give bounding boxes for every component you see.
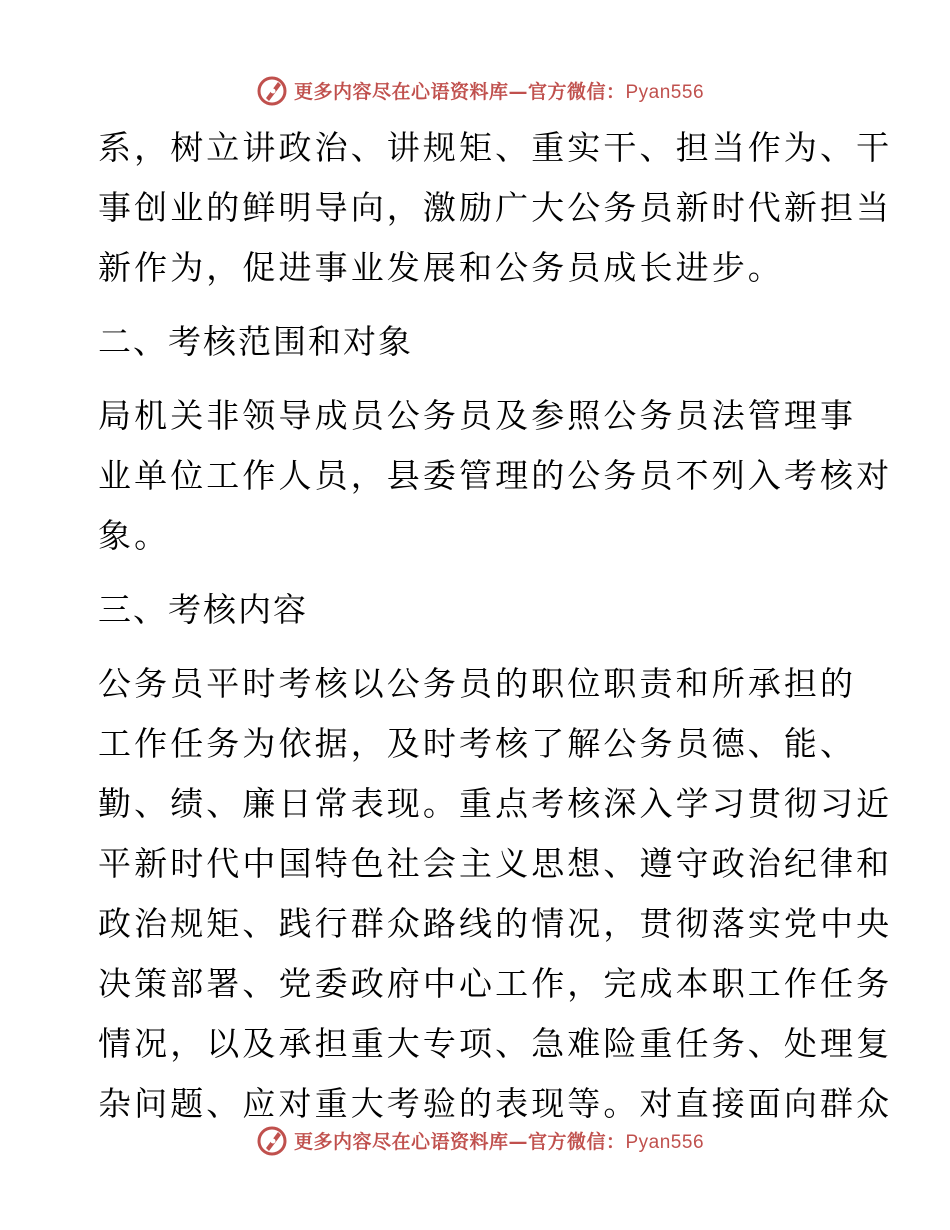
footer-watermark: [0, 1120, 950, 1160]
section-heading-content: [98, 580, 858, 640]
header-watermark: [0, 70, 950, 110]
watermark-wechat-id: Pyan556: [625, 81, 705, 103]
text-line: 公务员平时考核以公务员的职位职责和所承担的: [98, 664, 857, 703]
pen-nib-circle-icon: [256, 74, 288, 106]
paragraph-scope: [98, 386, 893, 566]
paragraph-content: [98, 654, 893, 1134]
text-line: 事创业的鲜明导向，激励广大公务员新时代新担当: [98, 188, 893, 227]
watermark-wechat-id: Pyan556: [625, 1131, 705, 1153]
document-body: [98, 118, 893, 1134]
text-line: 平新时代中国特色社会主义思想、遵守政治纪律和: [98, 844, 893, 883]
text-line: 象。: [98, 516, 171, 555]
paragraph-continuation: [98, 118, 893, 298]
text-line: 政治规矩、践行群众路线的情况，贯彻落实党中央: [98, 904, 893, 943]
text-line: 业单位工作人员，县委管理的公务员不列入考核对: [98, 456, 893, 495]
heading-line: 二、考核范围和对象: [98, 322, 413, 361]
header-watermark-inner: [256, 74, 704, 106]
text-line: 情况，以及承担重大专项、急难险重任务、处理复: [98, 1024, 893, 1063]
watermark-text: 更多内容尽在心语资料库—官方微信：Pyan556: [293, 1130, 705, 1153]
text-line: 决策部署、党委政府中心工作，完成本职工作任务: [98, 964, 893, 1003]
footer-watermark-inner: [256, 1124, 704, 1156]
text-line: 勤、绩、廉日常表现。重点考核深入学习贯彻习近: [98, 784, 893, 823]
text-line: 系，树立讲政治、讲规矩、重实干、担当作为、干: [98, 128, 893, 167]
text-line: 杂问题、应对重大考验的表现等。对直接面向群众: [98, 1084, 893, 1123]
watermark-text: 更多内容尽在心语资料库—官方微信：Pyan556: [293, 80, 705, 103]
pen-nib-circle-icon: [256, 1124, 288, 1156]
section-heading-scope: [98, 312, 858, 372]
heading-line: 三、考核内容: [98, 590, 308, 629]
text-line: 工作任务为依据，及时考核了解公务员德、能、: [98, 724, 857, 763]
text-line: 局机关非领导成员公务员及参照公务员法管理事: [98, 396, 857, 435]
text-line: 新作为，促进事业发展和公务员成长进步。: [98, 248, 784, 287]
